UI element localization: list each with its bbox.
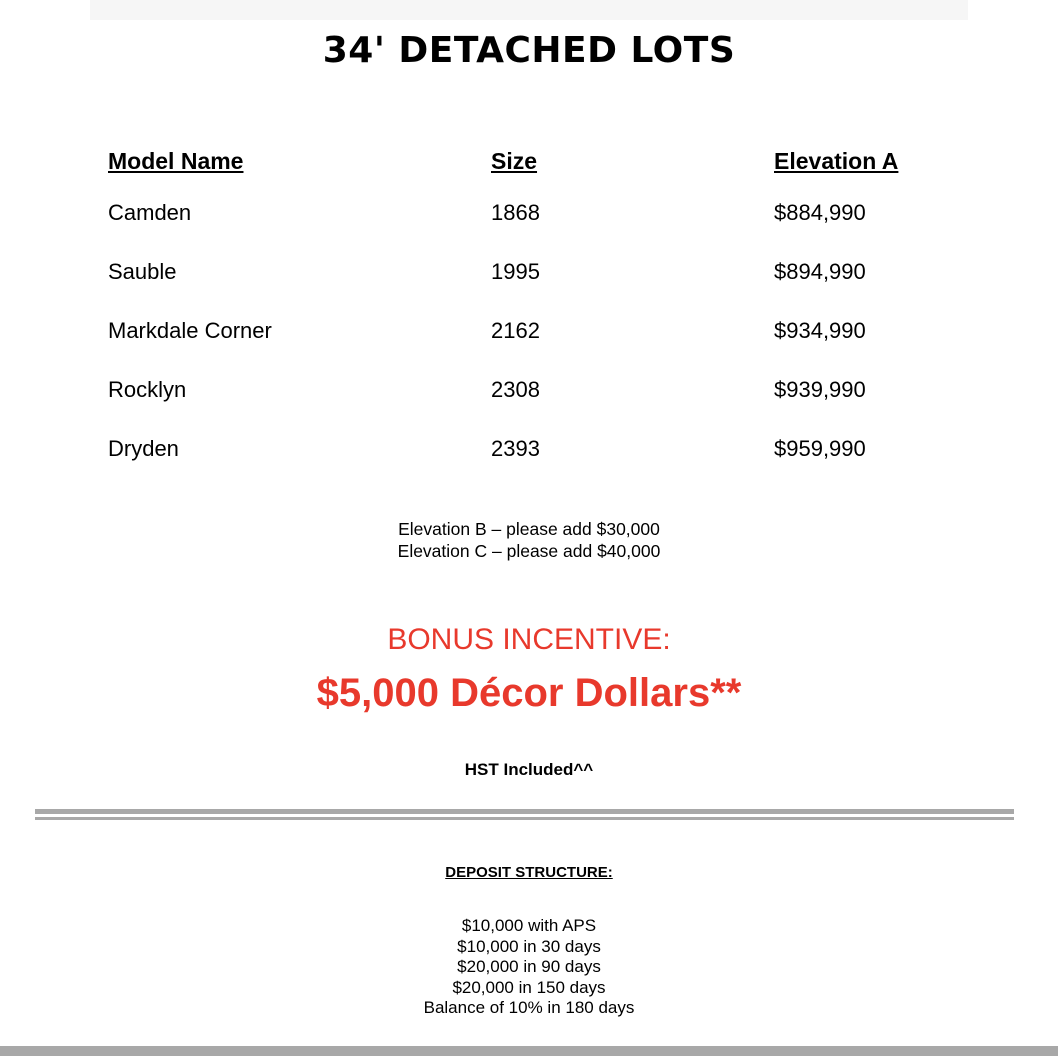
model-name: Rocklyn (108, 377, 187, 402)
model-size: 2393 (491, 436, 540, 461)
table-header-row (0, 145, 1058, 197)
model-size: 1995 (491, 259, 540, 284)
bonus-label: BONUS INCENTIVE: (387, 623, 671, 656)
model-name: Sauble (108, 259, 177, 284)
elevation-c-note: Elevation C – please add $40,000 (397, 541, 661, 561)
header-elevation-a: Elevation A (774, 148, 899, 174)
deposit-item: $20,000 in 150 days (452, 977, 606, 997)
deposit-list (0, 916, 1058, 1019)
deposit-item: $10,000 in 30 days (457, 936, 601, 956)
model-name: Markdale Corner (108, 318, 272, 343)
model-size: 1868 (491, 200, 540, 225)
hst-note: HST Included^^ (464, 760, 594, 779)
divider-thick (35, 809, 1014, 814)
model-name: Dryden (108, 436, 179, 461)
header-model-name: Model Name (108, 148, 244, 174)
deposit-item: $20,000 in 90 days (457, 957, 601, 976)
header-size: Size (491, 148, 538, 174)
model-name: Camden (108, 200, 192, 225)
pricing-table (0, 145, 1058, 492)
bottom-bar (0, 1046, 1058, 1056)
deposit-item: $10,000 with APS (461, 916, 597, 935)
model-price: $939,990 (774, 377, 866, 402)
model-price: $959,990 (774, 436, 866, 461)
page-title: 34' DETACHED LOTS (322, 30, 736, 71)
model-price: $884,990 (774, 200, 866, 225)
table-row (0, 315, 1058, 374)
elevation-notes (0, 518, 1058, 562)
model-size: 2162 (491, 318, 540, 343)
elevation-b-note: Elevation B – please add $30,000 (398, 519, 660, 539)
model-price: $894,990 (774, 259, 866, 284)
table-row (0, 374, 1058, 433)
table-row (0, 433, 1058, 492)
model-size: 2308 (491, 377, 540, 402)
table-row (0, 256, 1058, 315)
top-band (90, 0, 968, 20)
deposit-item: Balance of 10% in 180 days (423, 998, 635, 1017)
table-row (0, 197, 1058, 256)
divider-thin (35, 817, 1014, 820)
deposit-title: DEPOSIT STRUCTURE: (445, 864, 613, 881)
bonus-value: $5,000 Décor Dollars** (316, 671, 742, 715)
model-price: $934,990 (774, 318, 866, 343)
